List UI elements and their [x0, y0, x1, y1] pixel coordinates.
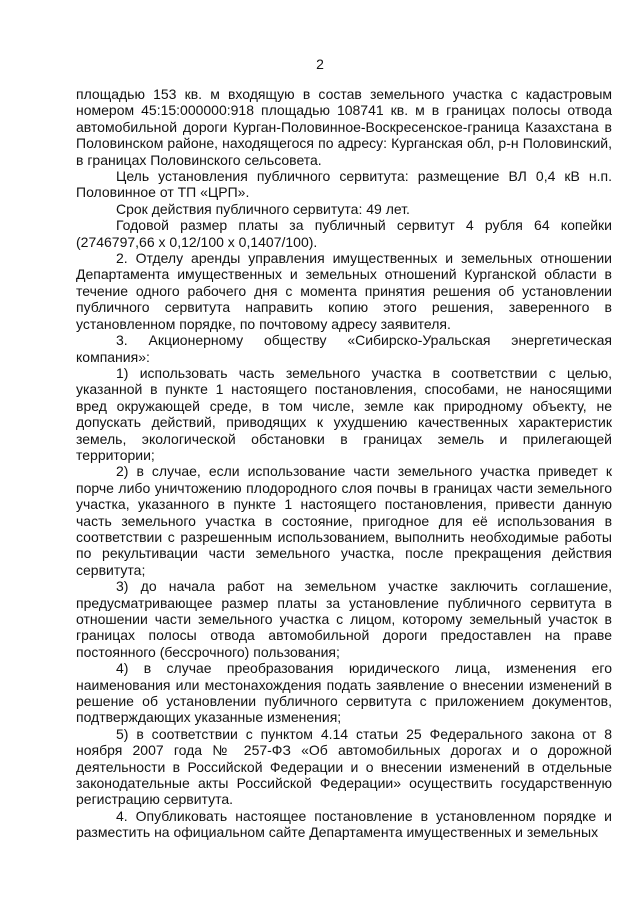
paragraph-annual-fee: Годовой размер платы за публичный сервитут 4 рубля 64 копейки (2746797,66 х 0,12/100 х 0,1407/100).: [76, 217, 612, 250]
page-number: 2: [316, 56, 324, 72]
paragraph-subitem-4: 4) в случае преобразования юридического лица, изменения его наименования или местонахождения подать заявление о внесении изменений в решение об установлении публичного сервитута с приложением документов, подтверждающих указанные изменения;: [76, 660, 612, 726]
document-body: [76, 86, 612, 841]
paragraph-subitem-1: 1) использовать часть земельного участка в соответствии с целью, указанной в пункте 1 настоящего постановления, способами, не наносящими вред окружающей среде, в том числе, земле как природному объекту, не допускать действий, приводящих к ухудшению качественных характеристик земель, экологической обстановки в границах земель и прилегающей территории;: [76, 364, 612, 463]
paragraph-subitem-2: 2) в случае, если использование части земельного участка приведет к порче либо уничтожению плодородного слоя почвы в границах части земельного участка, указанного в пункте 1 настоящего постановления, привести данную часть земельного участка в состояние, пригодное для её использования в соответствии с разрешенным использованием, выполнить необходимые работы по рекультивации части земельного участка, после прекращения действия сервитута;: [76, 463, 612, 578]
paragraph-land-plot-description: площадью 153 кв. м входящую в состав земельного участка с кадастровым номером 45:15:000000:918 площадью 108741 кв. м в границах полосы отвода автомобильной дороги Курган-Половинное-Воскресенское-граница Казахстана в Половинском районе, находящегося по адресу: Курганская обл, р-н Половинский, в границах Половинского сельсовета.: [76, 86, 612, 168]
paragraph-subitem-5: 5) в соответствии с пунктом 4.14 статьи 25 Федерального закона от 8 ноября 2007 года № 257-ФЗ «Об автомобильных дорогах и о дорожной деятельности в Российской Федерации и о внесении изменений в отдельные законодательные акты Российской Федерации» осуществить государственную регистрацию сервитута.: [76, 725, 612, 808]
paragraph-subitem-3: 3) до начала работ на земельном участке заключить соглашение, предусматривающее размер платы за установление публичного сервитута в отношении части земельного участка с лицом, которому земельный участок в границах полосы отвода автомобильной дороги предоставлен на праве постоянного (бессрочного) пользования;: [76, 578, 612, 660]
paragraph-servitude-purpose: Цель установления публичного сервитута: размещение ВЛ 0,4 кВ н.п. Половинное от ТП «ЦРП».: [76, 168, 612, 201]
paragraph-item-2: 2. Отделу аренды управления имущественных и земельных отношении Департамента имущественных и земельных отношений Курганской области в течение одного рабочего дня с момента принятия решения об установлении публичного сервитута направить копию этого решения, заверенного в установленном порядке, по почтовому адресу заявителя.: [76, 250, 612, 332]
paragraph-item-3: 3. Акционерному обществу «Сибирско-Уральская энергетическая компания»:: [76, 332, 612, 365]
paragraph-servitude-term: Срок действия публичного сервитута: 49 лет.: [116, 200, 410, 217]
paragraph-item-4: 4. Опубликовать настоящее постановление в установленном порядке и разместить на официальном сайте Департамента имущественных и земельных: [76, 807, 612, 841]
